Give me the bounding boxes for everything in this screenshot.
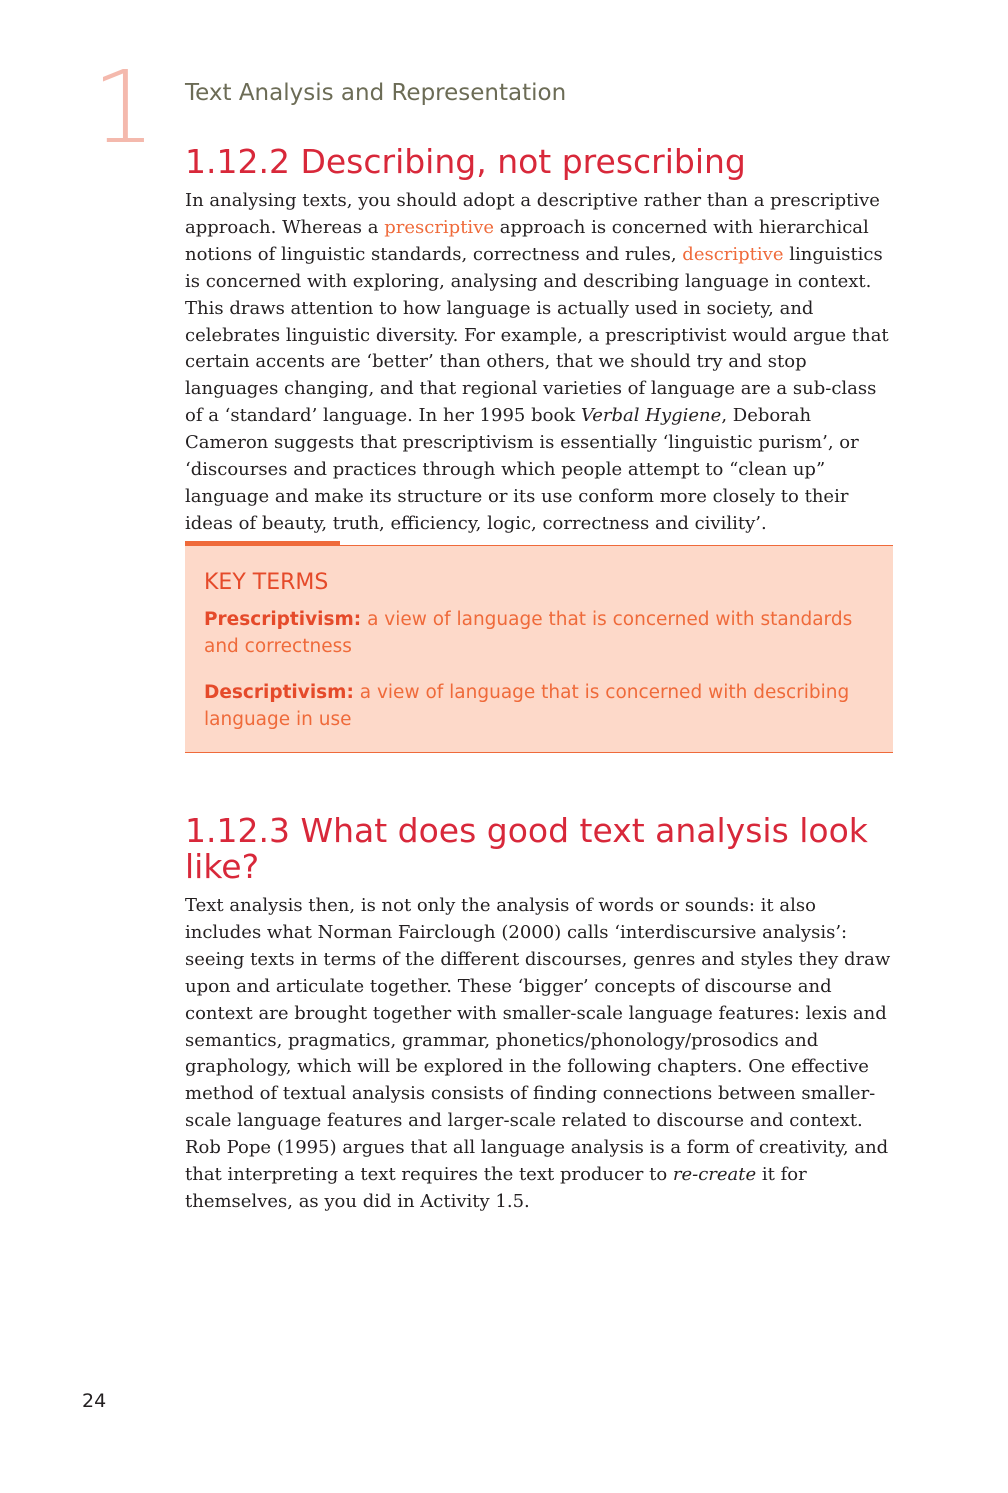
- section-heading-1-12-3: 1.12.3 What does good text analysis look like?: [185, 811, 868, 886]
- paragraph-text: Text analysis then, is not only the analysis of words or sounds: it also includes what Norman Fairclough (2000) calls ‘interdiscursive analysis’: seeing texts in terms of the different discourses, genres and styles they draw upon and articulate together. These ‘bigger’ concepts of discourse and context are brought together with smaller-scale language features: lexis and semantics, pragmatics, grammar, phonetics/phonology/prosodics and graphology, which will be explored in the following chapters. One effective method of textual analysis consists of finding connections between smaller-scale language features and larger-scale related to discourse and context. Rob Pope (1995) argues that all language analysis is a form of creativity, and that interpreting a text requires the text producer to: [185, 895, 891, 1186]
- section-heading-1-12-2: 1.12.2 Describing, not prescribing: [185, 142, 746, 181]
- book-title: Verbal Hygiene: [580, 405, 722, 427]
- key-term-definition: a view of language that is concerned with standards and correctness: [204, 609, 853, 657]
- section-paragraph-1-12-2: [185, 188, 893, 538]
- key-terms-title: KEY TERMS: [204, 570, 329, 595]
- paragraph-text: it for themselves, as you did in Activity 1.5.: [185, 1164, 807, 1212]
- key-term-descriptivism: [204, 679, 864, 733]
- paragraph-text: linguistics is concerned with exploring, analysing and describing language in context. This draws attention to how language is actually used in society, and celebrates linguistic diversity. For example, a prescriptivist would argue that certain accents are ‘better’ than others, that we should try and stop languages changing, and that regional varieties of language are a sub-class of a ‘standard’ language. In her 1995 book: [185, 243, 889, 427]
- running-title: Text Analysis and Representation: [185, 80, 567, 106]
- key-term-prescriptivism: [204, 606, 864, 660]
- paragraph-text: approach is concerned with hierarchical notions of linguistic standards, correctness and rules,: [185, 216, 869, 265]
- emphasis-text: re-create: [672, 1164, 757, 1186]
- key-terms-accent-bar: [185, 541, 340, 546]
- section-paragraph-1-12-3: [185, 893, 893, 1216]
- key-term-label: Prescriptivism:: [204, 609, 362, 630]
- paragraph-text: , Deborah Cameron suggests that prescriptivism is essentially ‘linguistic purism’, or ‘discourses and practices through which people attempt to “clean up” language and make its structure or its use conform more closely to their ideas of beauty, truth, efficiency, logic, correctness and civility’.: [185, 405, 859, 534]
- key-term-label: Descriptivism:: [204, 682, 354, 703]
- key-terms-box: [185, 545, 893, 753]
- chapter-number: 1: [92, 49, 156, 166]
- paragraph-text: In analysing texts, you should adopt a descriptive rather than a prescriptive approach. Whereas a: [185, 190, 880, 238]
- highlighted-term-prescriptive: prescriptive: [384, 216, 495, 238]
- highlighted-term-descriptive: descriptive: [682, 243, 784, 265]
- page-number: 24: [82, 1390, 107, 1412]
- key-term-definition: a view of language that is concerned with describing language in use: [204, 682, 850, 730]
